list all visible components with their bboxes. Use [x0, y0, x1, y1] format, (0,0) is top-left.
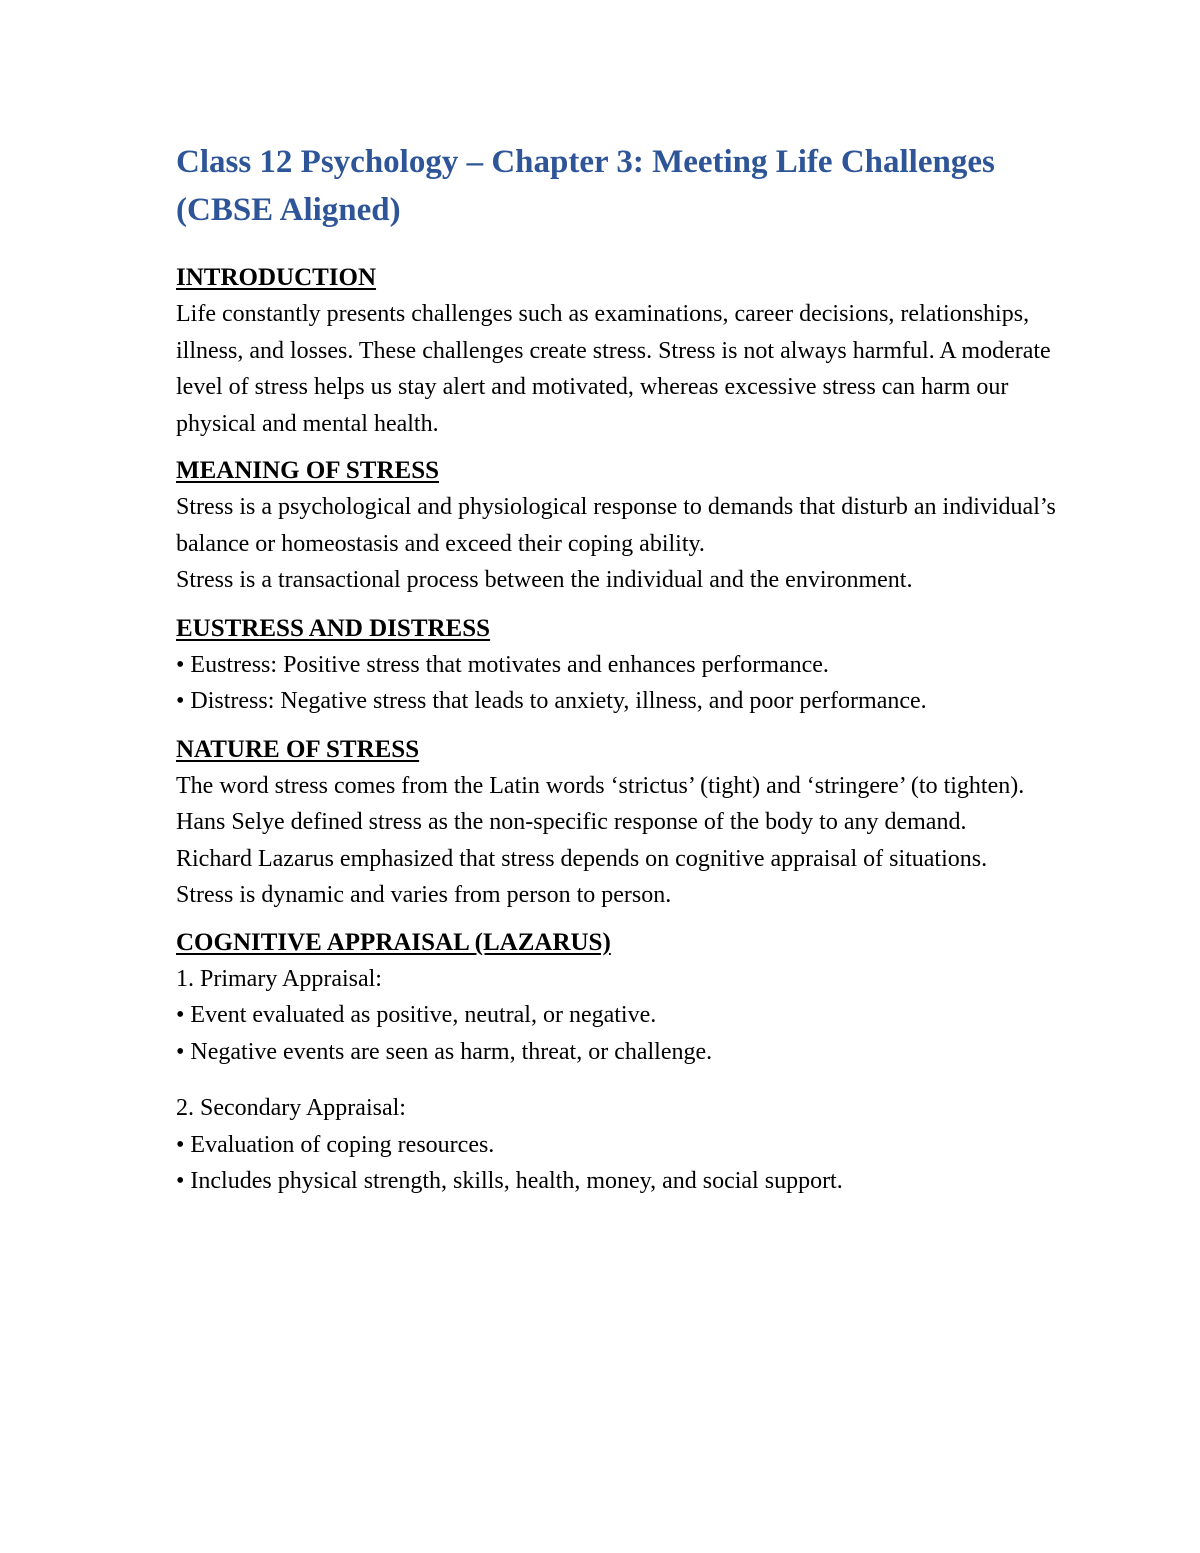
primary-appraisal-block	[176, 961, 1056, 1071]
section-heading-meaning: MEANING OF STRESS	[176, 457, 440, 484]
bullet-distress: • Distress: Negative stress that leads to anxiety, illness, and poor performance.	[176, 688, 927, 714]
section-heading-introduction: INTRODUCTION	[176, 264, 377, 291]
bullet-eustress: • Eustress: Positive stress that motivates and enhances performance.	[176, 651, 829, 678]
section-introduction	[176, 260, 1056, 442]
meaning-line-transactional: Stress is a transactional process between the individual and the environment.	[176, 567, 913, 593]
section-heading-cognitive: COGNITIVE APPRAISAL (LAZARUS)	[176, 928, 611, 956]
section-nature-of-stress	[176, 732, 1056, 914]
introduction-paragraph: Life constantly presents challenges such as examinations, career decisions, relationships, illness, and losses. These challenges create stress. Stress is not always harmful. A moderate level of stress helps us stay alert and motivated, whereas excessive stress can harm our physical and mental health.	[176, 301, 1051, 437]
document-page	[176, 138, 1056, 1200]
section-cognitive-appraisal	[176, 925, 1056, 1200]
section-meaning-of-stress	[176, 453, 1056, 599]
meaning-line-definition: Stress is a psychological and physiological response to demands that disturb an individual’s balance or homeostasis and exceed their coping ability.	[176, 494, 1056, 557]
primary-appraisal-item: • Event evaluated as positive, neutral, or negative.	[176, 1002, 657, 1028]
secondary-appraisal-title: 2. Secondary Appraisal:	[176, 1095, 406, 1121]
primary-appraisal-title: 1. Primary Appraisal:	[176, 965, 382, 992]
section-heading-nature: NATURE OF STRESS	[176, 735, 420, 763]
secondary-appraisal-block	[176, 1090, 1056, 1200]
section-eustress-distress	[176, 611, 1056, 720]
document-title: Class 12 Psychology – Chapter 3: Meeting Life Challenges (CBSE Aligned)	[176, 144, 995, 228]
nature-line-lazarus: Richard Lazarus emphasized that stress depends on cognitive appraisal of situations.	[176, 845, 988, 872]
secondary-appraisal-item: • Includes physical strength, skills, health, money, and social support.	[176, 1168, 843, 1194]
secondary-appraisal-item: • Evaluation of coping resources.	[176, 1131, 495, 1158]
nature-line-dynamic: Stress is dynamic and varies from person to person.	[176, 882, 672, 908]
nature-line-selye: Hans Selye defined stress as the non-specific response of the body to any demand.	[176, 809, 967, 835]
section-heading-eustress: EUSTRESS AND DISTRESS	[176, 614, 491, 642]
primary-appraisal-item: • Negative events are seen as harm, threat, or challenge.	[176, 1038, 713, 1065]
nature-line-latin: The word stress comes from the Latin words ‘strictus’ (tight) and ‘stringere’ (to tighten).	[176, 772, 1025, 799]
